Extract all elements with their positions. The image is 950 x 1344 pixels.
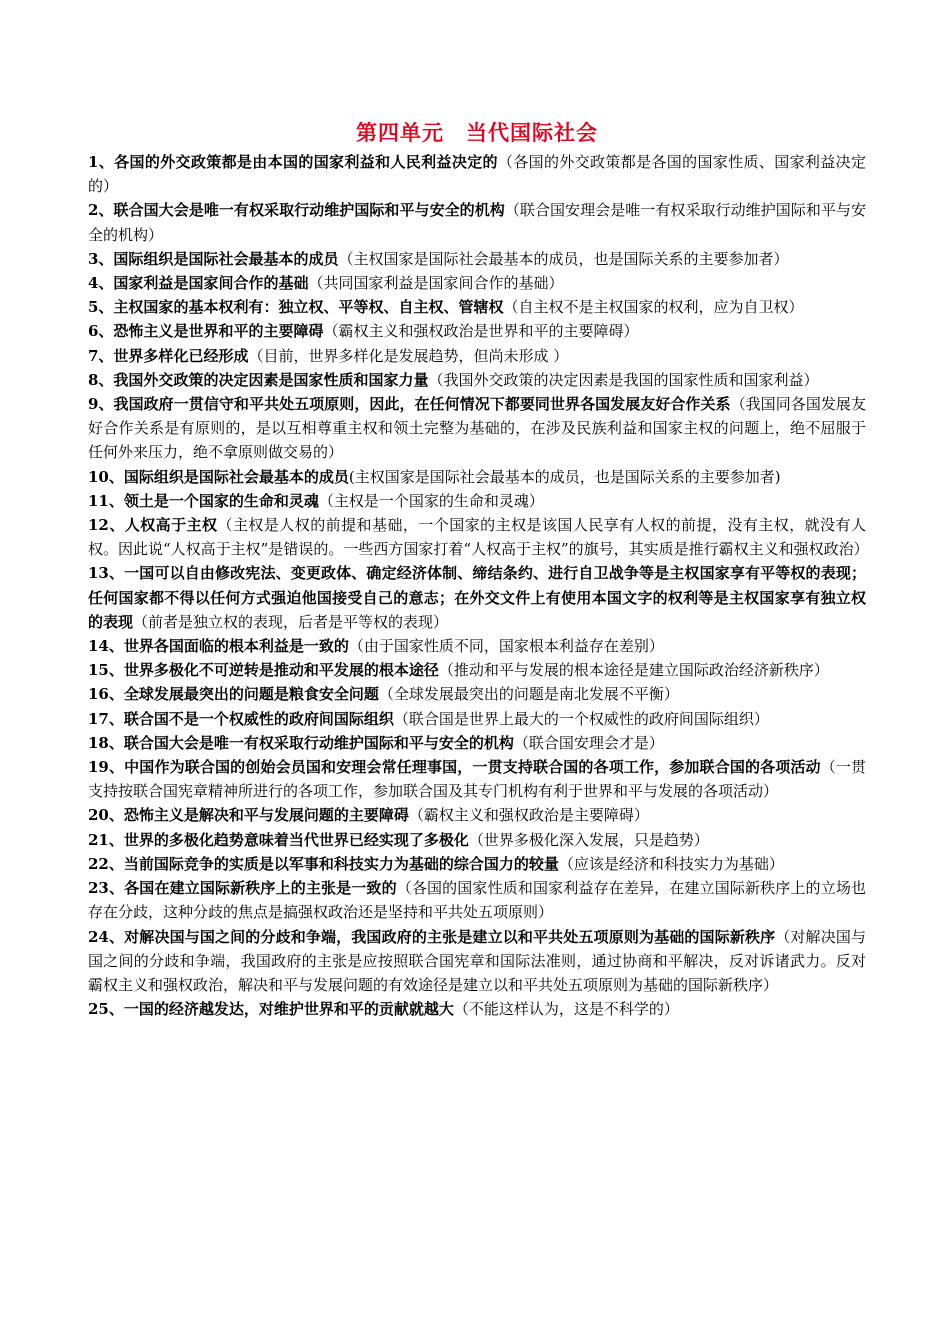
list-item [88,997,866,1021]
item-statement: 9、我国政府一贯信守和平共处五项原则，因此，在任何情况下都要同世界各国发展友好合作关系 [88,395,731,414]
item-statement: 7、世界多样化已经形成 [88,346,249,365]
item-correction: （前者是独立权的表现，后者是平等权的表现） [133,612,449,631]
list-item [88,803,866,827]
item-statement: 21、世界的多极化趋势意味着当代世界已经实现了多极化 [88,830,469,849]
item-correction: （对解决国与国之间的分歧和争端，我国政府的主张是应按照联合国宪章和国际法准则，通过协商和平解决，反对诉诸武力。反对霸权主义和强权政治，解决和平与发展问题的有效途径是建立以和平共处五项原则为基础的国际新秩序） [88,927,866,994]
list-item [88,634,866,658]
item-statement: 10、国际组织是国际社会最基本的成员 [88,467,349,486]
list-item [88,852,866,876]
item-correction: （由于国家性质不同，国家根本利益存在差别） [348,637,664,656]
item-statement: 8、我国外交政策的决定因素是国家性质和国家力量 [88,370,429,389]
item-statement: 17、联合国不是一个权威性的政府间国际组织 [88,709,394,728]
item-statement: 15、世界多极化不可逆转是推动和平发展的根本途径 [88,661,439,680]
item-correction: （联合国安理会才是） [513,733,664,752]
item-correction: （联合国是世界上最大的一个权威性的政府间国际组织） [393,709,769,728]
item-correction: （全球发展最突出的问题是南北发展不平衡） [378,685,679,704]
list-item [88,295,866,319]
list-item [88,828,866,852]
item-statement: 5、主权国家的基本权利有：独立权、平等权、自主权、管辖权 [88,298,504,317]
list-item [88,198,866,246]
item-correction: （共同国家利益是国家间合作的基础） [308,274,564,293]
item-correction: （各国的外交政策都是各国的国家性质、国家利益决定的） [88,153,866,196]
item-correction: （主权是人权的前提和基础，一个国家的主权是该国人民享有人权的前提，没有主权，就没有人权。因此说“人权高于主权”是错误的。一些西方国家打着“人权高于主权”的旗号，其实质是推行霸权主义和强权政治） [88,516,869,559]
list-item [88,247,866,271]
list-item [88,925,866,998]
document-page [88,118,869,1021]
item-statement: 2、联合国大会是唯一有权采取行动维护国际和平与安全的机构 [88,201,505,220]
item-correction: （自主权不是主权国家的权利，应为自卫权） [503,298,804,317]
item-statement: 24、对解决国与国之间的分歧和争端，我国政府的主张是建立以和平共处五项原则为基础的国际新秩序 [88,927,776,946]
list-item [88,465,866,489]
item-correction: （主权国家是国际社会最基本的成员，也是国际关系的主要参加者） [338,249,789,268]
item-statement: 1、各国的外交政策都是由本国的国家利益和人民利益决定的 [88,153,498,171]
item-correction: （推动和平与发展的根本途径是建立国际政治经济新秩序） [438,661,829,680]
item-statement: 6、恐怖主义是世界和平的主要障碍 [88,322,324,341]
item-correction: (主权国家是国际社会最基本的成员，也是国际关系的主要参加者) [348,467,781,486]
item-correction: （不能这样认为，这是不科学的） [453,1000,679,1019]
item-statement: 22、当前国际竞争的实质是以军事和科技实力为基础的综合国力的较量 [88,854,559,873]
list-item [88,489,866,513]
item-statement: 14、世界各国面临的根本利益是一致的 [88,637,349,656]
item-statement: 23、各国在建立国际新秩序上的主张是一致的 [88,879,397,898]
item-correction: （世界多极化深入发展，只是趋势） [468,830,709,849]
item-correction: （各国的国家性质和国家利益存在差异，在建立国际新秩序上的立场也存在分歧，这种分歧的焦点是搞强权政治还是坚持和平共处五项原则） [88,879,866,922]
list-item [88,707,866,731]
item-correction: （我国同各国发展友好合作关系是有原则的，是以互相尊重主权和领土完整为基础的，在涉及民族利益和国家主权的问题上，绝不屈服于任何外来压力，绝不拿原则做交易的） [88,395,866,462]
list-item [88,658,866,682]
item-correction: （我国外交政策的决定因素是我国的国家性质和国家利益） [428,370,819,389]
item-statement: 13、一国可以自由修改宪法、变更政体、确定经济体制、缔结条约、进行自卫战争等是主权国家享有平等权的表现；任何国家都不得以任何方式强迫他国接受自己的意志；在外交文件上有使用本国文字的权利等是主权国家享有独立权的表现 [88,564,866,631]
list-item [88,731,866,755]
item-list [88,150,869,1021]
list-item [88,561,866,634]
list-item [88,344,866,368]
item-statement: 20、恐怖主义是解决和平与发展问题的主要障碍 [88,806,409,825]
item-correction: （主权是一个国家的生命和灵魂） [318,491,544,510]
item-correction: （霸权主义和强权政治是世界和平的主要障碍） [323,322,639,341]
list-item [88,150,866,198]
item-correction: （一贯支持按联合国宪章精神所进行的各项工作，参加联合国及其专门机构有利于世界和平与发展的各项活动） [88,758,866,801]
item-correction: （霸权主义和强权政治是主要障碍） [408,806,649,825]
item-statement: 3、国际组织是国际社会最基本的成员 [88,249,339,268]
item-statement: 19、中国作为联合国的创始会员国和安理会常任理事国，一贯支持联合国的各项工作，参加联合国的各项活动 [88,758,821,777]
item-correction: （应该是经济和科技实力为基础） [558,854,784,873]
list-item [88,876,866,924]
list-item [88,271,866,295]
item-statement: 11、领土是一个国家的生命和灵魂 [88,491,319,510]
list-item [88,682,866,706]
item-statement: 25、一国的经济越发达，对维护世界和平的贡献就越大 [88,1000,454,1019]
document-title: 第四单元 当代国际社会 [356,120,598,145]
list-item [88,319,866,343]
item-statement: 12、人权高于主权 [88,516,218,535]
list-item [88,513,869,561]
list-item [88,368,866,392]
item-statement: 16、全球发展最突出的问题是粮食安全问题 [88,685,379,704]
item-statement: 4、国家利益是国家间合作的基础 [88,274,309,293]
item-statement: 18、联合国大会是唯一有权采取行动维护国际和平与安全的机构 [88,733,514,752]
item-correction: （目前，世界多样化是发展趋势，但尚未形成 ） [248,346,569,365]
list-item [88,755,866,803]
list-item [88,392,866,465]
item-correction: （联合国安理会是唯一有权采取行动维护国际和平与安全的机构） [88,201,866,244]
